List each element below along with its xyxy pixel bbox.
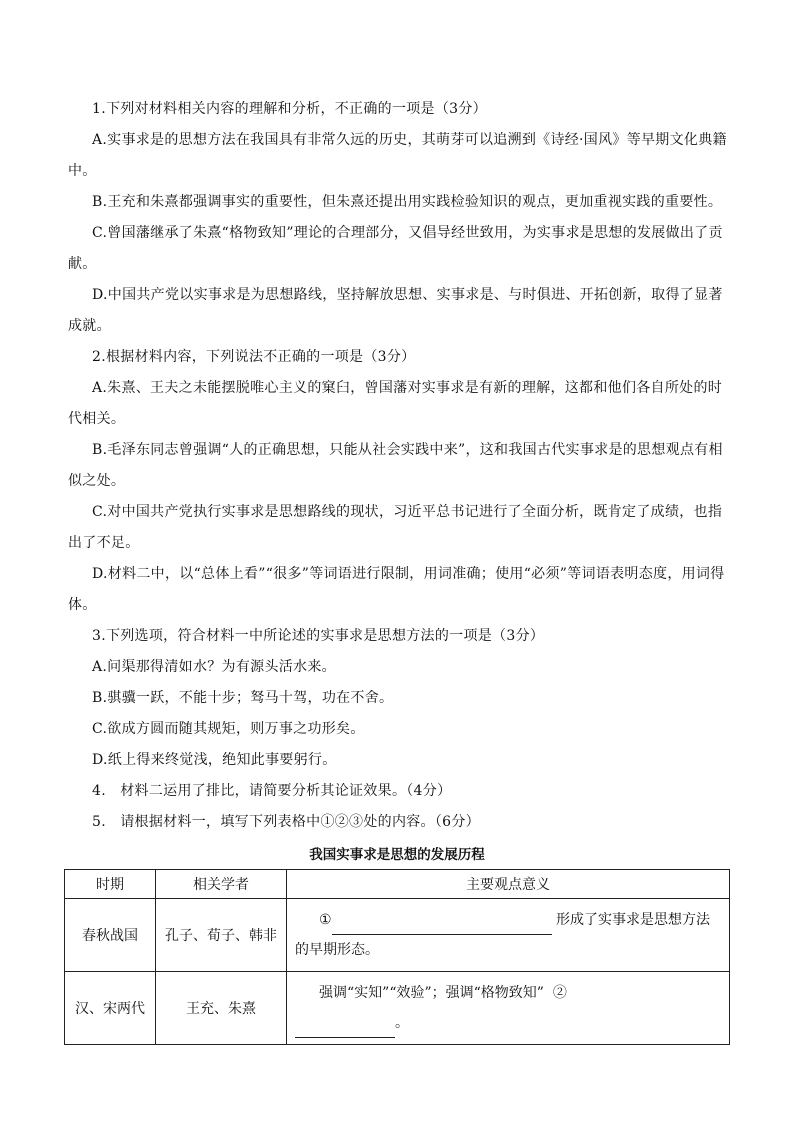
meaning-text-end: 。 (395, 1015, 409, 1031)
q1-stem: 1.下列对材料相关内容的理解和分析，不正确的一项是（3分） (92, 101, 487, 117)
q1-option-c: C.曾国藩继承了朱熹“格物致知”理论的合理部分，又倡导经世致用，为实事求是思想的发展做出了贡献。 (68, 225, 723, 272)
period-cell: 汉、宋两代 (65, 972, 156, 1045)
q2-option-a: A.朱熹、王夫之未能摆脱唯心主义的窠臼，曾国藩对实事求是有新的理解，这都和他们各自所处的时代相关。 (68, 380, 723, 427)
q1-option-b: B.王充和朱熹都强调事实的重要性，但朱熹还提出用实践检验知识的观点，更加重视实践的重要性。 (92, 194, 723, 210)
answer-blank-2[interactable] (295, 1021, 395, 1038)
scholars-cell: 孔子、荀子、韩非 (156, 899, 287, 972)
q5-stem: 5. 请根据材料一，填写下列表格中①②③处的内容。（6分） (92, 814, 480, 830)
blank-marker: ① (319, 912, 332, 928)
period-cell: 春秋战国 (65, 899, 156, 972)
question-text (68, 94, 728, 838)
meaning-cell (287, 899, 730, 972)
q3-option-d: D.纸上得来终觉浅，绝知此事要躬行。 (92, 752, 337, 768)
table-row (65, 899, 730, 972)
q2-stem: 2.根据材料内容，下列说法不正确的一项是（3分） (92, 349, 416, 365)
meaning-text: 形成了实事求是思想方法的早期形态。 (295, 912, 711, 958)
table-header-row (65, 870, 730, 899)
q2-option-c: C.对中国共产党执行实事求是思想路线的现状，习近平总书记进行了全面分析，既肯定了成绩，也指出了不足。 (68, 504, 723, 551)
table-header-period: 时期 (65, 870, 156, 899)
q3-option-a: A.问渠那得清如水？为有源头活水来。 (92, 659, 336, 675)
q3-option-b: B.骐骥一跃，不能十步；驽马十驾，功在不舍。 (92, 690, 394, 706)
table-row (65, 972, 730, 1045)
q3-option-c: C.欲成方圆而随其规矩，则万事之功形矣。 (92, 721, 365, 737)
q2-option-b: B.毛泽东同志曾强调“人的正确思想，只能从社会实践中来”，这和我国古代实事求是的思想观点有相似之处。 (68, 442, 723, 489)
q1-option-d: D.中国共产党以实事求是为思想路线，坚持解放思想、实事求是、与时俱进、开拓创新，取得了显著成就。 (68, 287, 723, 334)
table-title: 我国实事求是思想的发展历程 (309, 847, 485, 863)
scholars-cell: 王充、朱熹 (156, 972, 287, 1045)
table-header-meaning: 主要观点意义 (287, 870, 730, 899)
q3-stem: 3.下列选项，符合材料一中所论述的实事求是思想方法的一项是（3分） (92, 628, 545, 644)
meaning-cell (287, 972, 730, 1045)
answer-blank-1[interactable] (332, 918, 552, 935)
meaning-text: 强调“实知”“效验”；强调“格物致知” (319, 985, 544, 1001)
q2-option-d: D.材料二中，以“总体上看”“很多”等词语进行限制，用词准确；使用“必须”等词语表明态度，用词得体。 (68, 566, 725, 613)
q1-option-a: A.实事求是的思想方法在我国具有非常久远的历史，其萌芽可以追溯到《诗经·国风》等早期文化典籍中。 (68, 132, 727, 179)
blank-marker: ② (552, 985, 567, 1001)
q4-stem: 4. 材料二运用了排比，请简要分析其论证效果。（4分） (92, 783, 452, 799)
table-header-scholars: 相关学者 (156, 870, 287, 899)
history-table (64, 869, 730, 1045)
